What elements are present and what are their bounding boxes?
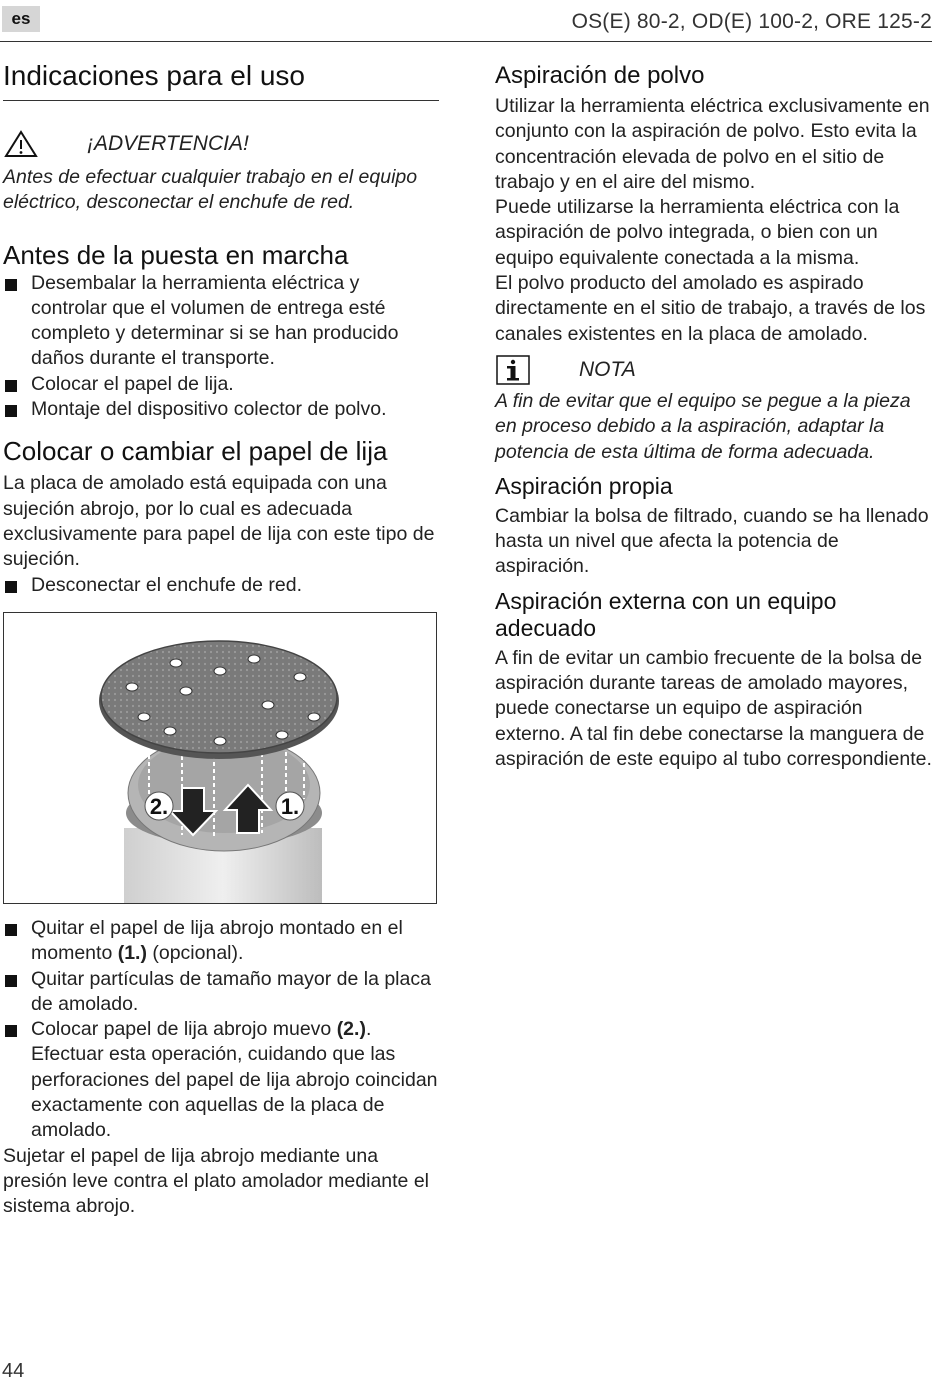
own-text: Cambiar la bolsa de filtrado, cuando se ha llenado hasta un nivel que afecta la potencia de aspiración. (495, 504, 929, 578)
external-heading: Aspiración externa con un equipo adecuado (495, 587, 837, 641)
list-item: Colocar papel de lija abrojo muevo (2.). Efectuar esta operación, cuidando que las perforaciones del papel de lija abrojo coincidan exactamente con aquellas de la placa de amolado. (3, 1017, 439, 1143)
right-column (495, 58, 935, 772)
left-column (3, 58, 439, 904)
list-item: Desembalar la herramienta eléctrica y controlar que el volumen de entrega esté completo y determinar si se han producido daños durante el transporte. (3, 271, 439, 372)
list-item: Quitar el papel de lija abrojo montado en el momento (1.) (opcional). (3, 916, 439, 967)
info-icon (495, 355, 531, 385)
section-title: Indicaciones para el uso (3, 58, 439, 101)
list-item: Desconectar el enchufe de red. (3, 573, 439, 598)
step-ref: (1.) (117, 942, 147, 965)
sandpaper-steps (3, 916, 439, 1220)
dust-heading: Aspiración de polvo (495, 62, 705, 89)
sandpaper-heading: Colocar o cambiar el papel de lija (3, 436, 388, 467)
sanding-pad-drawing (4, 613, 436, 903)
note-text: A fin de evitar que el equipo se pegue a la pieza en proceso debido a la aspiración, adaptar la potencia de esta última de forma adecuada. (495, 389, 911, 463)
list-item: Montaje del dispositivo colector de polvo. (3, 397, 439, 422)
step-ref: (2.) (336, 1018, 366, 1041)
list-item: Quitar partículas de tamaño mayor de la placa de amolado. (3, 967, 439, 1018)
header-rule (0, 41, 932, 42)
warning-row (3, 129, 439, 159)
warning-triangle-icon (3, 129, 39, 159)
sanding-pad-illustration (3, 612, 437, 904)
warning-label: ¡ADVERTENCIA! (87, 132, 249, 155)
startup-list (3, 271, 439, 423)
startup-heading: Antes de la puesta en marcha (3, 239, 349, 270)
external-text: A fin de evitar un cambio frecuente de la bolsa de aspiración durante tareas de amolado mayores, puede conectarse un equipo de aspiración externo. A tal fin debe conectarse la manguera de aspiración de este equipo al tubo correspondiente. (495, 646, 932, 770)
model-header: OS(E) 80-2, OD(E) 100-2, ORE 125-2 (571, 10, 932, 33)
own-heading: Aspiración propia (495, 472, 673, 499)
dust-paragraph-1: Utilizar la herramienta eléctrica exclusivamente en conjunto con la aspiración de polvo. Esto evita la concentración elevada de polvo en el sitio de trabajo y en el aire del mismo. (495, 95, 930, 193)
language-badge: es (2, 6, 40, 32)
steps-list (3, 916, 439, 1144)
figure-label-2: 2. (149, 793, 169, 819)
dust-paragraph-2: Puede utilizarse la herramienta eléctrica con la aspiración de polvo integrada, o bien con un equipo equivalente conectada a la misma. (495, 196, 900, 269)
closing-text: Sujetar el papel de lija abrojo mediante una presión leve contra el plato amolador mediante el sistema abrojo. (3, 1144, 430, 1218)
figure-label-1: 1. (280, 793, 300, 819)
sandpaper-list (3, 573, 439, 598)
note-label: NOTA (579, 357, 636, 381)
sandpaper-text: La placa de amolado está equipada con una sujeción abrojo, por lo cual es adecuada exclusivamente para papel de lija con este tipo de sujeción. (3, 472, 435, 571)
note-row (495, 355, 935, 385)
list-item: Colocar el papel de lija. (3, 372, 439, 397)
page-number: 44 (2, 1360, 25, 1382)
warning-text: Antes de efectuar cualquier trabajo en el equipo eléctrico, desconectar el enchufe de red. (3, 166, 418, 214)
dust-paragraph-3: El polvo producto del amolado es aspirado directamente en el sitio de trabajo, a través de los canales existentes en la placa de amolado. (495, 272, 926, 345)
